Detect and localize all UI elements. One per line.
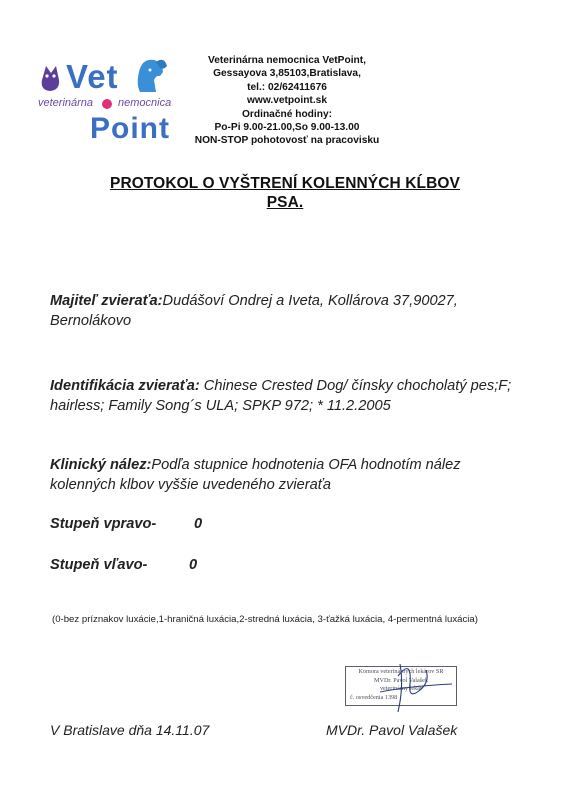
finding-value: Podľa stupnice hodnotenia OFA hodnotím nález kolenných klbov vyššie uvedeného zvieraťa xyxy=(50,457,461,493)
identification-label: Identifikácia zvieraťa: xyxy=(50,378,200,394)
owner-section xyxy=(50,292,520,331)
grade-right-value: 0 xyxy=(194,516,203,532)
owner-value: Dudášoví Ondrej a Iveta, Kollárova 37,90027, Bernolákovo xyxy=(50,293,458,329)
doctor-name: MVDr. Pavol Valašek xyxy=(326,722,458,738)
grade-scale-note: (0-bez príznakov luxácie,1-hraničná luxácia,2-stredná luxácia, 3-ťažká luxácia, 4-permentná luxácia) xyxy=(52,614,478,625)
finding-section xyxy=(50,456,520,495)
grade-right-label: Stupeň vpravo- xyxy=(50,516,157,532)
logo-vet-text: Vet xyxy=(66,58,119,95)
clinic-hours: Po-Pi 9.00-21.00,So 9.00-13.00 xyxy=(214,122,360,134)
clinic-emergency: NON-STOP pohotovosť na pracovisku xyxy=(194,135,380,147)
stamp-role: veterinárny lekár xyxy=(379,685,423,693)
grade-left-row xyxy=(50,557,198,573)
clinic-phone: tel.: 02/62411676 xyxy=(247,81,327,93)
logo-pink-dot xyxy=(102,99,112,109)
grade-left-label: Stupeň vľavo- xyxy=(50,557,148,573)
grade-right-row xyxy=(50,516,203,532)
logo-tagline-right: nemocnica xyxy=(118,97,172,109)
finding-label: Klinický nález: xyxy=(50,457,152,473)
identification-section xyxy=(50,377,520,416)
handwritten-signature xyxy=(360,656,480,716)
place-and-date: V Bratislave dňa 14.11.07 xyxy=(50,722,210,738)
stamp-certificate: č. osvedčenia 1398 xyxy=(350,693,398,701)
clinic-website: www.vetpoint.sk xyxy=(246,95,327,107)
logo-tagline-left: veterinárna xyxy=(38,97,94,109)
vetpoint-logo xyxy=(36,46,184,146)
document-title-line2: PSA. xyxy=(266,194,304,211)
clinic-name: Veterinárna nemocnica VetPoint, xyxy=(208,55,366,66)
clinic-hours-label: Ordinačné hodiny: xyxy=(242,108,332,120)
stamp-doctor: MVDr. Pavol Valašek xyxy=(373,676,429,684)
stamp-chamber: Komora veterinárnych lekárov SR xyxy=(358,668,444,675)
grade-left-value: 0 xyxy=(189,557,198,573)
clinic-address: Gessayova 3,85103,Bratislava, xyxy=(213,68,361,80)
owner-label: Majiteľ zvieraťa: xyxy=(50,293,163,309)
identification-value: Chinese Crested Dog/ čínsky chocholatý pes;F; hairless; Family Song´s ULA; SPKP 972; * 11.2.2005 xyxy=(50,378,512,414)
clinic-header xyxy=(172,54,402,148)
document-title: PROTOKOL O VYŠTRENÍ KOLENNÝCH KĹBOV xyxy=(110,175,460,192)
logo-point-text: Point xyxy=(90,112,170,145)
